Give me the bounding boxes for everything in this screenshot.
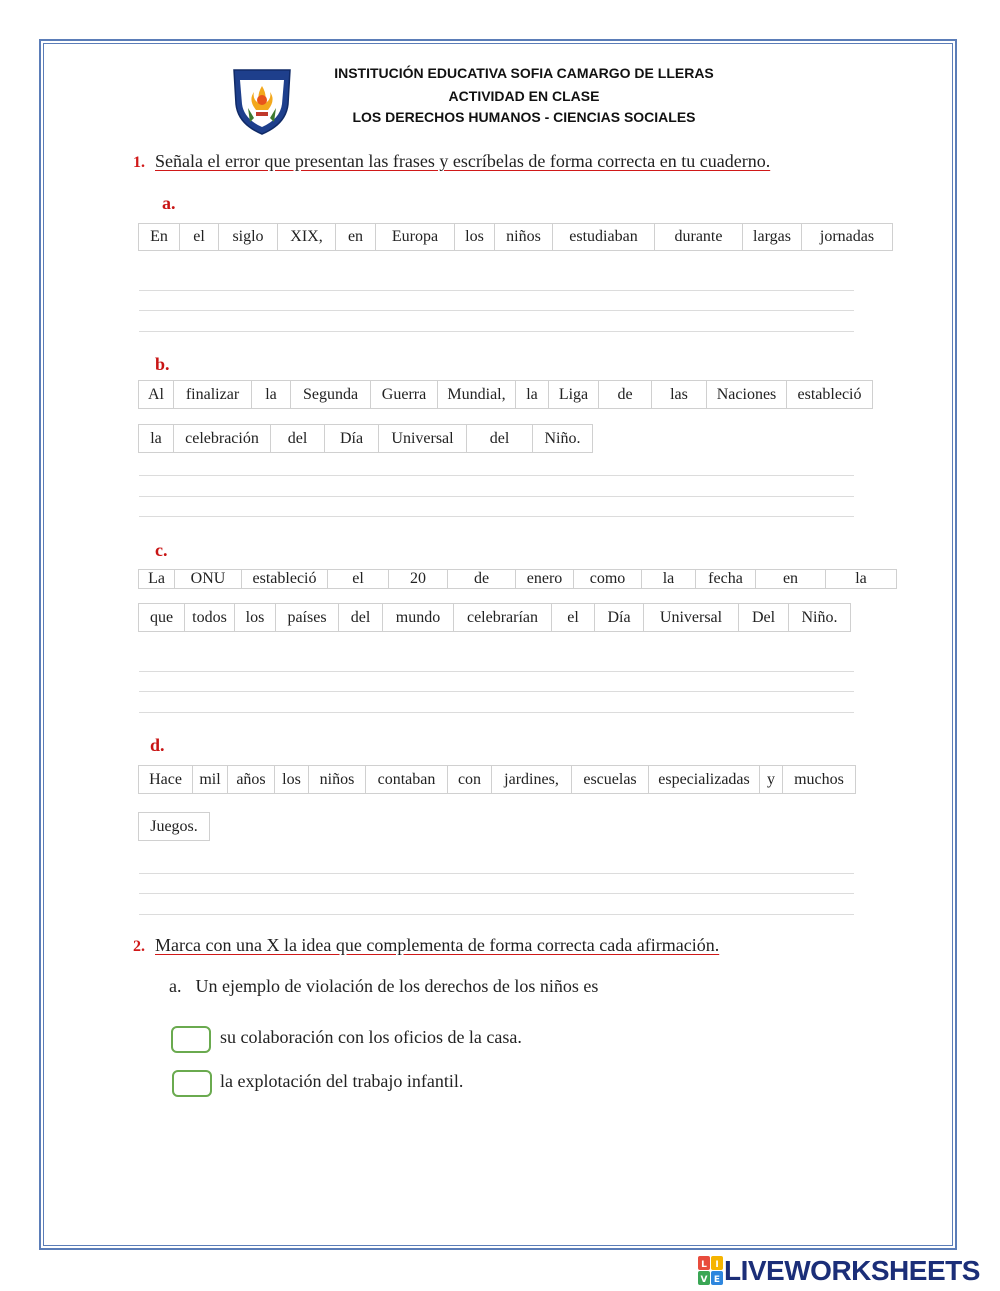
- question-2-item-a: [169, 976, 598, 997]
- word-cell[interactable]: en: [335, 223, 376, 251]
- word-cell[interactable]: estableció: [241, 569, 328, 589]
- svg-text:L: L: [701, 1260, 707, 1270]
- writing-line: [139, 914, 854, 915]
- header-activity: ACTIVIDAD EN CLASE: [448, 88, 600, 104]
- word-cell[interactable]: Mundial,: [437, 380, 516, 409]
- word-cell[interactable]: finalizar: [173, 380, 252, 409]
- svg-text:V: V: [700, 1275, 708, 1285]
- answer-option-1: su colaboración con los oficios de la casa.: [220, 1027, 522, 1047]
- writing-line: [139, 290, 854, 291]
- word-cell[interactable]: fecha: [695, 569, 756, 589]
- word-cell[interactable]: XIX,: [277, 223, 336, 251]
- question-1-text: Señala el error que presentan las frases y escríbelas de forma correcta en tu cuaderno.: [155, 151, 771, 171]
- word-cell[interactable]: Guerra: [370, 380, 438, 409]
- word-cell[interactable]: celebración: [173, 424, 271, 453]
- word-cell[interactable]: jornadas: [801, 223, 893, 251]
- word-cell[interactable]: del: [338, 603, 383, 632]
- writing-line: [139, 310, 854, 311]
- word-cell[interactable]: Niño.: [788, 603, 851, 632]
- answer-option-2: la explotación del trabajo infantil.: [220, 1071, 464, 1091]
- word-cell[interactable]: estableció: [786, 380, 873, 409]
- question-2-item-a-text: Un ejemplo de violación de los derechos de los niños es: [195, 976, 599, 996]
- word-cell[interactable]: como: [573, 569, 642, 589]
- word-cell[interactable]: Del: [738, 603, 789, 632]
- item-d-word-row-2: [139, 812, 210, 841]
- word-cell[interactable]: años: [227, 765, 275, 794]
- item-d-label: d.: [150, 735, 165, 755]
- word-cell[interactable]: de: [598, 380, 652, 409]
- question-2-text: Marca con una X la idea que complementa de forma correcta cada afirmación.: [155, 935, 720, 955]
- word-cell[interactable]: los: [454, 223, 495, 251]
- word-cell[interactable]: especializadas: [648, 765, 760, 794]
- word-cell[interactable]: la: [251, 380, 291, 409]
- word-cell[interactable]: escuelas: [571, 765, 649, 794]
- writing-line: [139, 712, 854, 713]
- word-cell[interactable]: Día: [594, 603, 644, 632]
- word-cell[interactable]: Universal: [378, 424, 467, 453]
- school-logo: [226, 64, 298, 136]
- word-cell[interactable]: Liga: [548, 380, 599, 409]
- word-cell[interactable]: mundo: [382, 603, 454, 632]
- word-cell[interactable]: la: [825, 569, 897, 589]
- question-2: [133, 935, 719, 956]
- item-d-word-row-1: [139, 765, 856, 794]
- word-cell[interactable]: largas: [742, 223, 802, 251]
- question-2-number: 2.: [133, 938, 145, 955]
- writing-line: [139, 873, 854, 874]
- word-cell[interactable]: Naciones: [706, 380, 787, 409]
- word-cell[interactable]: En: [138, 223, 180, 251]
- writing-line: [139, 691, 854, 692]
- word-cell[interactable]: la: [138, 424, 174, 453]
- word-cell[interactable]: el: [179, 223, 219, 251]
- word-cell[interactable]: Universal: [643, 603, 739, 632]
- word-cell[interactable]: que: [138, 603, 185, 632]
- writing-line: [139, 496, 854, 497]
- liveworksheets-logo: [698, 1255, 980, 1287]
- item-b-label: b.: [155, 354, 170, 374]
- word-cell[interactable]: el: [327, 569, 389, 589]
- word-cell[interactable]: Segunda: [290, 380, 371, 409]
- item-c-label: c.: [155, 540, 168, 560]
- word-cell[interactable]: La: [138, 569, 175, 589]
- item-b-word-row-1: [139, 380, 873, 409]
- word-cell[interactable]: siglo: [218, 223, 278, 251]
- word-cell[interactable]: la: [515, 380, 549, 409]
- writing-line: [139, 475, 854, 476]
- writing-line: [139, 671, 854, 672]
- question-1: [133, 151, 770, 172]
- word-cell[interactable]: niños: [494, 223, 553, 251]
- svg-text:E: E: [713, 1275, 721, 1285]
- word-cell[interactable]: y: [759, 765, 783, 794]
- word-cell[interactable]: mil: [192, 765, 228, 794]
- word-cell[interactable]: muchos: [782, 765, 856, 794]
- word-cell[interactable]: con: [447, 765, 492, 794]
- item-c-word-row-1: [139, 569, 897, 589]
- item-c-word-row-2: [139, 603, 851, 632]
- answer-checkbox-1[interactable]: [171, 1026, 211, 1053]
- question-2-item-a-label: a.: [169, 976, 182, 996]
- word-cell[interactable]: Al: [138, 380, 174, 409]
- word-cell[interactable]: en: [755, 569, 826, 589]
- item-b-word-row-2: [139, 424, 593, 453]
- word-cell[interactable]: Hace: [138, 765, 193, 794]
- item-a-word-row: [139, 223, 893, 251]
- word-cell[interactable]: del: [270, 424, 325, 453]
- writing-line: [139, 893, 854, 894]
- word-cell[interactable]: ONU: [174, 569, 242, 589]
- word-cell[interactable]: celebrarían: [453, 603, 552, 632]
- word-cell[interactable]: durante: [654, 223, 743, 251]
- answer-checkbox-2[interactable]: [172, 1070, 212, 1097]
- word-cell[interactable]: Juegos.: [138, 812, 210, 841]
- word-cell[interactable]: los: [274, 765, 309, 794]
- question-1-number: 1.: [133, 154, 145, 171]
- header-topic: LOS DERECHOS HUMANOS - CIENCIAS SOCIALES: [352, 109, 696, 125]
- word-cell[interactable]: de: [447, 569, 516, 589]
- word-cell[interactable]: las: [651, 380, 707, 409]
- writing-line: [139, 331, 854, 332]
- svg-text:I: I: [715, 1260, 719, 1270]
- word-cell[interactable]: los: [234, 603, 276, 632]
- item-a-label: a.: [162, 193, 176, 213]
- word-cell[interactable]: países: [275, 603, 339, 632]
- header-institution: INSTITUCIÓN EDUCATIVA SOFIA CAMARGO DE LLERAS: [334, 65, 714, 81]
- word-cell[interactable]: del: [466, 424, 533, 453]
- liveworksheets-badge-icon: [698, 1256, 724, 1286]
- word-cell[interactable]: jardines,: [491, 765, 572, 794]
- word-cell[interactable]: la: [641, 569, 696, 589]
- word-cell[interactable]: Europa: [375, 223, 455, 251]
- word-cell[interactable]: contaban: [365, 765, 448, 794]
- writing-line: [139, 516, 854, 517]
- word-cell[interactable]: niños: [308, 765, 366, 794]
- word-cell[interactable]: Niño.: [532, 424, 593, 453]
- word-cell[interactable]: enero: [515, 569, 574, 589]
- word-cell[interactable]: el: [551, 603, 595, 632]
- word-cell[interactable]: Día: [324, 424, 379, 453]
- liveworksheets-text: LIVEWORKSHEETS: [724, 1255, 980, 1286]
- word-cell[interactable]: todos: [184, 603, 235, 632]
- word-cell[interactable]: estudiaban: [552, 223, 655, 251]
- word-cell[interactable]: 20: [388, 569, 448, 589]
